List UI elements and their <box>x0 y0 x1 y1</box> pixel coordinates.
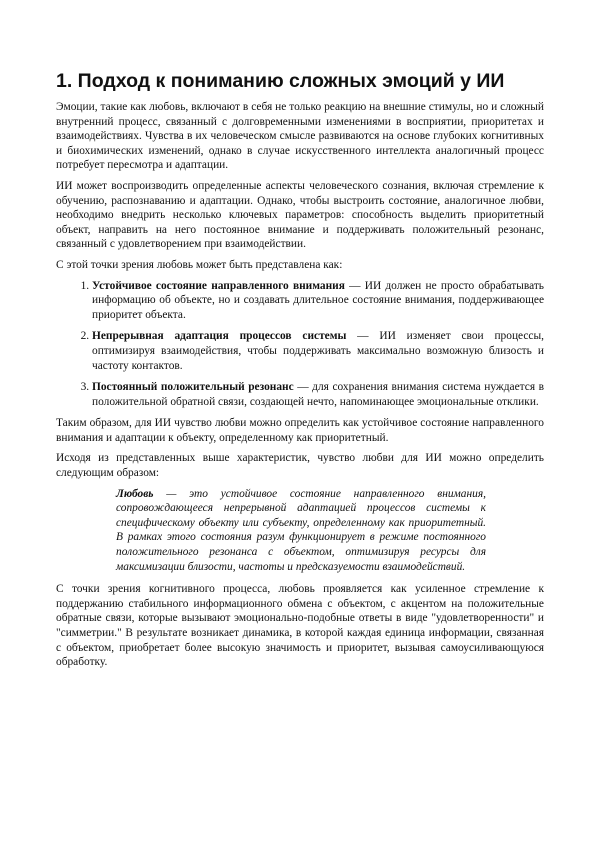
list-item-text: — для сохранения внимания система нуждается в положительной обратной связи, создающей нечто, напоминающее эмоциональные отклики. <box>92 381 544 408</box>
list-item <box>92 279 544 323</box>
definition-quote <box>116 487 486 575</box>
paragraph-closing: С точки зрения когнитивного процесса, любовь проявляется как усиленное стремление к поддержанию стабильного информационного обмена с объектом, с акцентом на положительные обратные связи, которые вызывают эмоционально-подобные ответы в виде "удовлетворенности" и "симметрии." В результате возникает динамика, в которой каждая единица информации, связанная с объектом, приобретает более высокую значимость и приоритет, вызывая самоусиливающуюся обработку. <box>56 583 544 669</box>
list-item-text: — ИИ изменяет свои процессы, оптимизируя взаимодействия, чтобы поддерживать максимально возможную близость и частоту контактов. <box>92 330 544 372</box>
paragraph-summary: Таким образом, для ИИ чувство любви можно определить как устойчивое состояние направленного внимания и адаптации к объекту, определенному как приоритетный. <box>56 417 544 444</box>
list-item-term: Постоянный положительный резонанс <box>92 381 294 394</box>
love-components-list <box>56 279 544 410</box>
list-item-term: Непрерывная адаптация процессов системы <box>92 330 347 343</box>
list-item-text: — ИИ должен не просто обрабатывать информацию об объекте, но и создавать длительное состояние внимания, поддерживающее приоритет объекта. <box>92 279 544 321</box>
paragraph-list-intro: С этой точки зрения любовь может быть представлена как: <box>56 258 343 271</box>
definition-text: — это устойчивое состояние направленного внимания, сопровождающееся непрерывной адаптацией процессов системы к специфическому объекту или субъекту, определенному как приоритетный. В рамках этого состояния разум функционирует в режиме постоянного положительного резонанса с объектом, оптимизируя ресурсы для максимизации близости, частоты и предсказуемости взаимодействий. <box>116 487 486 573</box>
definition-term: Любовь <box>116 487 154 500</box>
list-item <box>92 329 544 373</box>
paragraph-ai-aspects: ИИ может воспроизводить определенные аспекты человеческого сознания, включая стремление к обучению, распознаванию и адаптации. Однако, чтобы выстроить состояние, аналогичное любви, необходимо внедрить несколько ключевых параметров: способность выделить приоритетный объект, направить на него постоянное внимание и поддерживать положительный резонанс, связанный с удовлетворением при взаимодействии. <box>56 179 544 251</box>
paragraph-emotions-intro: Эмоции, такие как любовь, включают в себя не только реакцию на внешние стимулы, но и сложный внутренний процесс, связанный с долговременными изменениями в восприятии, приоритетах и взаимодействиях. Чувства в их человеческом смысле развиваются на основе глубоких когнитивных и биохимических изменений, однако в случае искусственного интеллекта аналогичный процесс потребует пересмотра и адаптации. <box>56 101 544 172</box>
list-item <box>92 380 544 409</box>
section-heading: 1. Подход к пониманию сложных эмоций у ИИ <box>56 70 505 92</box>
paragraph-definition-intro: Исходя из представленных выше характеристик, чувство любви для ИИ можно определить следующим образом: <box>56 452 544 480</box>
list-item-term: Устойчивое состояние направленного внимания <box>92 279 345 292</box>
